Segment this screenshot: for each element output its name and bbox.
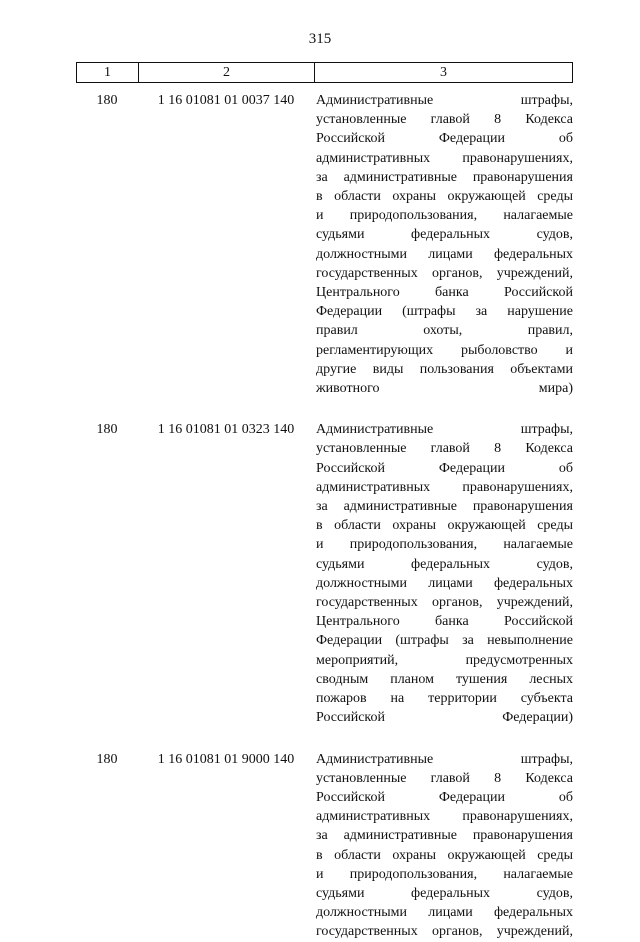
description-line: Федерации (штрафы за нарушение [316, 304, 573, 320]
description-line: и природопользования, налагаемые [316, 866, 573, 882]
row-spacer [76, 398, 573, 417]
description-cell [314, 88, 573, 398]
header-col-3: 3 [315, 63, 573, 83]
description-line: судьями федеральных судов, [316, 885, 573, 901]
description-line: другие виды пользования объектами [316, 361, 573, 377]
description-line: в области охраны окружающей среды [316, 518, 573, 534]
table-row [76, 88, 573, 398]
description-line: установленные главой 8 Кодекса [316, 770, 573, 786]
description-line: государственных органов, учреждений, [316, 265, 573, 281]
budget-code-cell: 1 16 01081 01 9000 140 [157, 751, 295, 767]
description-line: пожаров на территории субъекта [316, 691, 573, 707]
description-line: установленные главой 8 Кодекса [316, 441, 573, 457]
description-line: Центрального банка Российской [316, 285, 573, 301]
admin-code-cell: 180 [96, 422, 118, 438]
description-line: Административные штрафы, [316, 751, 573, 767]
description-line: должностными лицами федеральных [316, 905, 573, 921]
description-line: судьями федеральных судов, [316, 227, 573, 243]
description-line: должностными лицами федеральных [316, 246, 573, 262]
admin-code-cell: 180 [96, 751, 118, 767]
description-line: государственных органов, учреждений, [316, 924, 573, 940]
admin-code-cell: 180 [96, 93, 118, 108]
budget-code-cell: 1 16 01081 01 0323 140 [157, 422, 295, 438]
header-row [77, 63, 573, 83]
description-line: Российской Федерации об [316, 131, 573, 147]
budget-code-cell: 1 16 01081 01 0037 140 [157, 93, 295, 108]
description-line: и природопользования, налагаемые [316, 537, 573, 553]
description-cell [314, 417, 573, 727]
column-header-table [76, 62, 573, 83]
table-row [76, 747, 573, 942]
description-line: Российской Федерации об [316, 789, 573, 805]
row-spacer [76, 728, 573, 747]
description-cell [314, 747, 573, 942]
description-line: Административные штрафы, [316, 93, 573, 108]
description-line: судьями федеральных судов, [316, 556, 573, 572]
description-line: правил охоты, правил, [316, 323, 573, 339]
description-line: установленные главой 8 Кодекса [316, 112, 573, 128]
description-line: в области охраны окружающей среды [316, 189, 573, 205]
description-line: Федерации (штрафы за невыполнение [316, 633, 573, 649]
description-line: за административные правонарушения [316, 828, 573, 844]
description-line: и природопользования, налагаемые [316, 208, 573, 224]
description-line: Центрального банка Российской [316, 614, 573, 630]
header-col-1: 1 [77, 63, 139, 83]
description-line: административных правонарушениях, [316, 479, 573, 495]
description-line: мероприятий, предусмотренных [316, 652, 573, 668]
description-line: Российской Федерации об [316, 460, 573, 476]
page-number: 315 [308, 31, 332, 47]
description-line: сводным планом тушения лесных [316, 671, 573, 687]
table-row [76, 417, 573, 727]
description-line: животного мира) [316, 381, 573, 397]
table-body [76, 88, 573, 942]
description-line: Административные штрафы, [316, 422, 573, 438]
description-line: Российской Федерации) [316, 710, 573, 726]
description-line: административных правонарушениях, [316, 809, 573, 825]
description-line: за административные правонарушения [316, 169, 573, 185]
description-line: в области охраны окружающей среды [316, 847, 573, 863]
description-line: регламентирующих рыболовство и [316, 342, 573, 358]
description-line: государственных органов, учреждений, [316, 595, 573, 611]
description-line: должностными лицами федеральных [316, 575, 573, 591]
header-col-2: 2 [139, 63, 315, 83]
description-line: административных правонарушениях, [316, 150, 573, 166]
description-line: за административные правонарушения [316, 499, 573, 515]
